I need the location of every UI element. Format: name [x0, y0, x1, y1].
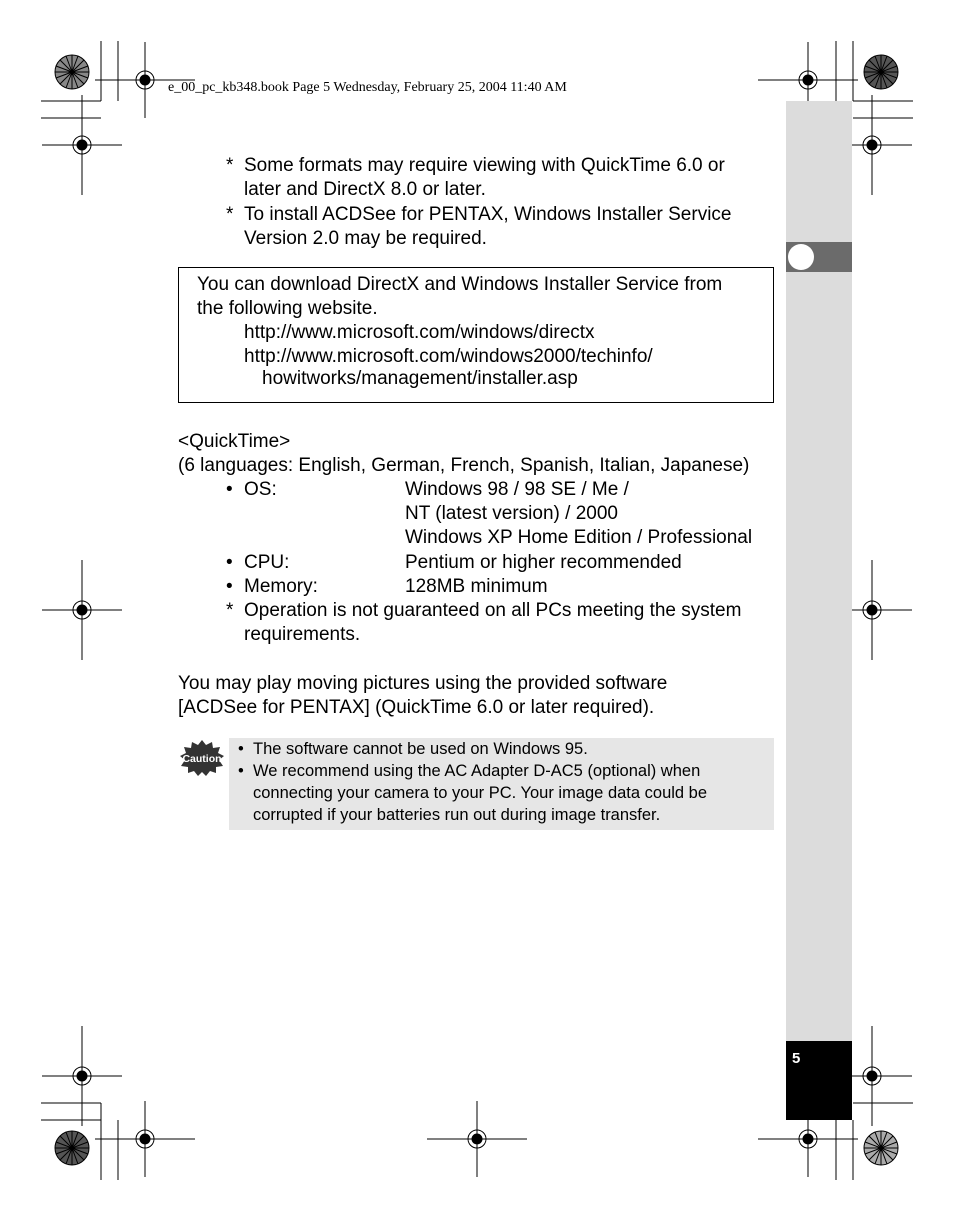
quicktime-languages: (6 languages: English, German, French, Spanish, Italian, Japanese): [178, 455, 750, 476]
download-intro-line: You can download DirectX and Windows Installer Service from: [197, 274, 723, 295]
caution-line: corrupted if your batteries run out during image transfer.: [253, 806, 661, 824]
asterisk-mark: *: [226, 600, 234, 621]
installer-url-line: http://www.microsoft.com/windows2000/techinfo/: [244, 346, 653, 367]
spec-value: 128MB minimum: [405, 576, 548, 597]
spec-label: Memory:: [244, 576, 318, 597]
bullet: •: [226, 576, 233, 597]
spec-label: CPU:: [244, 552, 290, 573]
caution-line: We recommend using the AC Adapter D-AC5 (optional) when: [253, 762, 701, 780]
bullet: •: [238, 740, 244, 758]
installer-url-line: howitworks/management/installer.asp: [262, 368, 578, 389]
note-line: Version 2.0 may be required.: [244, 228, 487, 250]
quicktime-heading: <QuickTime>: [178, 431, 291, 452]
bullet: •: [226, 552, 233, 573]
spec-value: Windows 98 / 98 SE / Me /: [405, 479, 629, 500]
caution-line: connecting your camera to your PC. Your image data could be: [253, 784, 708, 802]
note-line: later and DirectX 8.0 or later.: [244, 179, 486, 201]
spec-value: NT (latest version) / 2000: [405, 503, 618, 525]
asterisk-mark: *: [226, 204, 234, 225]
playback-line: [ACDSee for PENTAX] (QuickTime 6.0 or later required).: [178, 697, 655, 719]
spec-value: Windows XP Home Edition / Professional: [405, 527, 753, 549]
note-line: Some formats may require viewing with QuickTime 6.0 or: [244, 155, 725, 176]
book-file-header: e_00_pc_kb348.book Page 5 Wednesday, February 25, 2004 11:40 AM: [168, 80, 567, 95]
note-line: To install ACDSee for PENTAX, Windows Installer Service: [244, 204, 732, 225]
caution-line: The software cannot be used on Windows 95.: [253, 740, 588, 758]
download-intro: [197, 273, 722, 321]
spec-label: OS:: [244, 479, 277, 500]
caution-box: [229, 738, 774, 830]
playback-line: You may play moving pictures using the provided software: [178, 673, 668, 694]
bullet: •: [238, 762, 244, 780]
download-intro-line: the following website.: [197, 298, 378, 320]
page-number: 5: [792, 1050, 801, 1067]
bullet: •: [226, 479, 233, 500]
asterisk-mark: *: [226, 155, 234, 176]
note-line: Operation is not guaranteed on all PCs meeting the system: [244, 600, 742, 621]
download-info-box: [178, 267, 774, 403]
note-line: requirements.: [244, 624, 361, 646]
caution-label: Caution: [182, 753, 222, 765]
playback-paragraph: [178, 672, 667, 720]
chapter-tab-circle: [788, 244, 814, 270]
caution-icon: [180, 740, 224, 776]
installer-url[interactable]: [244, 346, 653, 390]
directx-url[interactable]: http://www.microsoft.com/windows/directx: [244, 322, 595, 343]
spec-value: Pentium or higher recommended: [405, 552, 682, 573]
